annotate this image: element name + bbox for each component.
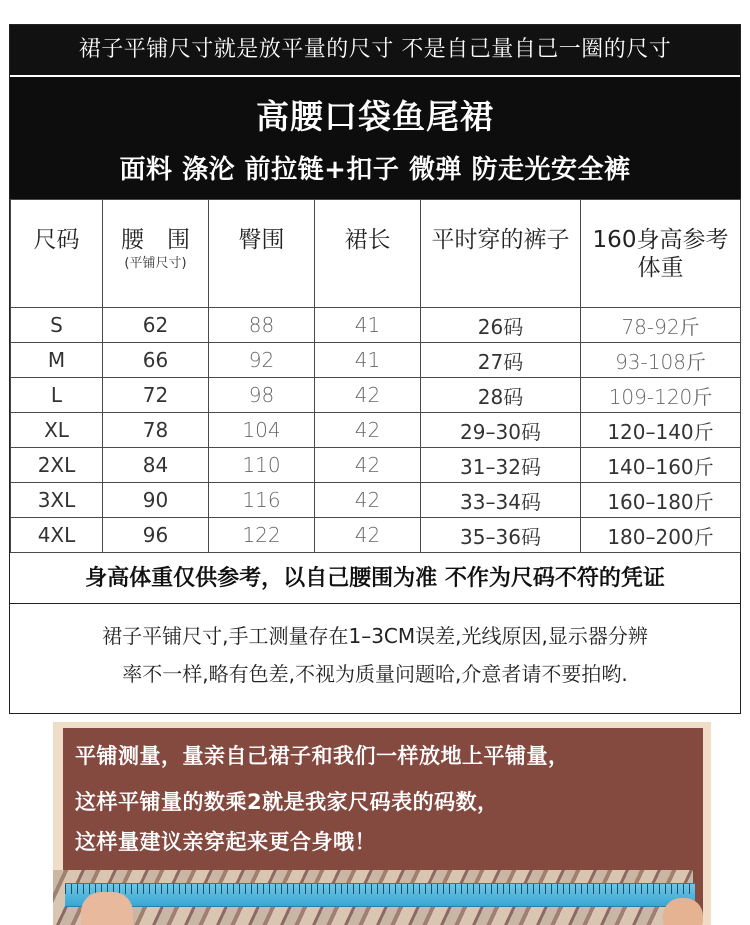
- cell-hip: 98: [209, 378, 315, 413]
- table-row: [11, 448, 741, 483]
- cell-length: 41: [315, 343, 421, 378]
- cell-size: 2XL: [11, 448, 103, 483]
- table-row: [11, 518, 741, 553]
- cell-waist: 72: [103, 378, 209, 413]
- size-table: [10, 199, 741, 553]
- cell-waist: 96: [103, 518, 209, 553]
- cell-weight: 140–160斤: [581, 448, 741, 483]
- measurement-banner: 裙子平铺尺寸就是放平量的尺寸 不是自己量自己一圈的尺寸: [10, 25, 740, 75]
- cell-hip: 116: [209, 483, 315, 518]
- cell-hip: 92: [209, 343, 315, 378]
- cell-size: S: [11, 308, 103, 343]
- cell-length: 42: [315, 518, 421, 553]
- measuring-tape-icon: [65, 883, 695, 907]
- left-hand-icon: [81, 892, 133, 925]
- cell-pants-size: 33–34码: [421, 483, 581, 518]
- table-row: [11, 413, 741, 448]
- product-specs: 面料 涤沦 前拉链+扣子 微弹 防走光安全裤: [119, 155, 631, 185]
- cell-size: 3XL: [11, 483, 103, 518]
- cell-pants-size: 29–30码: [421, 413, 581, 448]
- header-hip: 臀围: [209, 200, 315, 308]
- cell-pants-size: 31–32码: [421, 448, 581, 483]
- table-row: [11, 483, 741, 518]
- cell-waist: 84: [103, 448, 209, 483]
- cell-size: L: [11, 378, 103, 413]
- product-title: 高腰口袋鱼尾裙: [256, 97, 494, 136]
- cell-size: XL: [11, 413, 103, 448]
- cell-length: 42: [315, 448, 421, 483]
- reference-notice: 身高体重仅供参考，以自己腰围为准 不作为尺码不符的凭证: [10, 555, 740, 604]
- cell-hip: 122: [209, 518, 315, 553]
- disclaimer-line-2: 率不一样,略有色差,不视为质量问题哈,介意者请不要拍哟.: [122, 662, 628, 686]
- photo-caption-line-2: 这样平铺量的数乘2就是我家尺码表的码数，: [75, 790, 499, 814]
- cell-hip: 110: [209, 448, 315, 483]
- cell-waist: 78: [103, 413, 209, 448]
- cell-waist: 62: [103, 308, 209, 343]
- header-pants-size: 平时穿的裤子: [421, 200, 581, 308]
- photo-caption-line-1: 平铺测量，量亲自己裙子和我们一样放地上平铺量，: [75, 744, 570, 768]
- header-length: 裙长: [315, 200, 421, 308]
- header-waist: 腰 围 (平铺尺寸): [103, 200, 209, 308]
- size-chart-frame: [9, 24, 741, 714]
- photo-caption-line-3: 这样量建议亲穿起来更合身哦！: [75, 830, 376, 854]
- header-weight: 160身高参考体重: [581, 200, 741, 308]
- disclaimer-line-1: 裙子平铺尺寸,手工测量存在1–3CM误差,光线原因,显示器分辨: [102, 624, 648, 648]
- cell-size: M: [11, 343, 103, 378]
- cell-weight: 160–180斤: [581, 483, 741, 518]
- cell-length: 42: [315, 413, 421, 448]
- product-banner: [10, 77, 740, 199]
- cell-length: 41: [315, 308, 421, 343]
- size-table-header-row: [11, 200, 741, 308]
- cell-waist: 90: [103, 483, 209, 518]
- cell-weight: 109-120斤: [581, 378, 741, 413]
- cell-weight: 78-92斤: [581, 308, 741, 343]
- table-row: [11, 343, 741, 378]
- cell-hip: 88: [209, 308, 315, 343]
- cell-length: 42: [315, 378, 421, 413]
- cell-weight: 120–140斤: [581, 413, 741, 448]
- cell-pants-size: 27码: [421, 343, 581, 378]
- cell-hip: 104: [209, 413, 315, 448]
- cell-size: 4XL: [11, 518, 103, 553]
- cell-waist: 66: [103, 343, 209, 378]
- table-row: [11, 378, 741, 413]
- cell-weight: 180–200斤: [581, 518, 741, 553]
- header-size: 尺码: [11, 200, 103, 308]
- flat-measure-photo: [53, 722, 711, 925]
- cell-pants-size: 28码: [421, 378, 581, 413]
- right-hand-icon: [663, 898, 703, 925]
- cell-pants-size: 26码: [421, 308, 581, 343]
- cell-weight: 93-108斤: [581, 343, 741, 378]
- cell-length: 42: [315, 483, 421, 518]
- table-row: [11, 308, 741, 343]
- measurement-disclaimer: [10, 617, 740, 693]
- cell-pants-size: 35–36码: [421, 518, 581, 553]
